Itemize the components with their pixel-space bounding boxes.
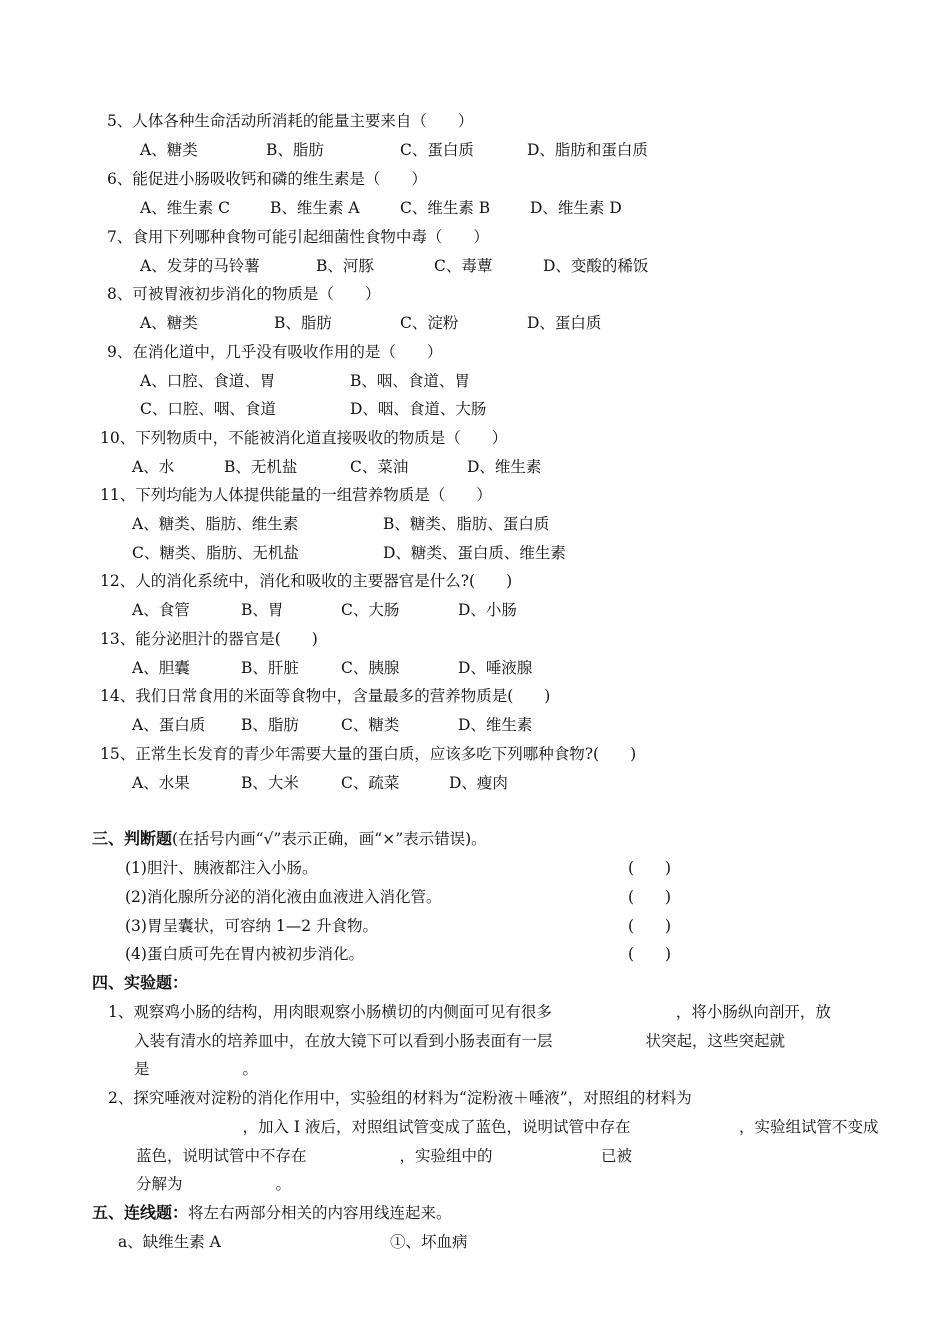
judgement-item: (1)胆汁、胰液都注入小肠。 <box>125 859 318 877</box>
option-d: D、咽、食道、大肠 <box>350 400 487 418</box>
option-d: D、糖类、蛋白质、维生素 <box>383 544 566 562</box>
question-stem: 13、能分泌胆汁的器官是( ) <box>100 630 318 648</box>
question-stem: 10、下列物质中，不能被消化道直接吸收的物质是（ ） <box>100 429 508 447</box>
answer-bracket: ( ) <box>628 917 672 935</box>
question-stem: 11、下列均能为人体提供能量的一组营养物质是（ ） <box>100 486 492 504</box>
option-b: B、糖类、脂肪、蛋白质 <box>383 515 550 533</box>
option-b: B、脂肪 <box>266 141 324 159</box>
experiment-section-heading: 四、实验题： <box>92 973 189 992</box>
judgement-item: (2)消化腺所分泌的消化液由血液进入消化管。 <box>125 888 442 906</box>
option-b: B、脂肪 <box>241 716 299 734</box>
option-a: A、口腔、食道、胃 <box>140 372 276 390</box>
option-a: A、蛋白质 <box>132 716 206 734</box>
experiment-text: 蓝色，说明试管中不存在 ，实验组中的 已被 <box>136 1147 633 1165</box>
option-c: C、大肠 <box>341 601 400 619</box>
question-stem: 6、能促进小肠吸收钙和磷的维生素是（ ） <box>107 170 427 188</box>
option-d: D、变酸的稀饭 <box>543 257 649 275</box>
option-b: B、脂肪 <box>274 314 332 332</box>
experiment-text: 入装有清水的培养皿中，在放大镜下可以看到小肠表面有一层 状突起，这些突起就 <box>134 1032 786 1050</box>
matching-left-item: a、缺维生素 A <box>118 1233 221 1251</box>
question-stem: 15、正常生长发育的青少年需要大量的蛋白质，应该多吃下列哪种食物?( ) <box>100 745 637 763</box>
option-c: C、胰腺 <box>341 659 400 677</box>
matching-section-title <box>92 1203 452 1223</box>
question-stem: 7、食用下列哪种食物可能引起细菌性食物中毒（ ） <box>107 228 489 246</box>
judgement-section-title <box>92 829 487 849</box>
answer-bracket: ( ) <box>628 859 672 877</box>
judgement-item: (3)胃呈囊状，可容纳 1—2 升食物。 <box>125 917 379 935</box>
experiment-text: 1、观察鸡小肠的结构，用肉眼观察小肠横切的内侧面可见有很多 ，将小肠纵向剖开，放 <box>108 1003 831 1021</box>
option-d: D、维生素 D <box>530 199 622 217</box>
matching-right-item: ①、坏血病 <box>390 1233 468 1251</box>
option-d: D、维生素 <box>458 716 533 734</box>
question-stem: 5、人体各种生命活动所消耗的能量主要来自（ ） <box>107 112 474 130</box>
experiment-text: 是 。 <box>134 1060 259 1078</box>
option-a: A、胆囊 <box>132 659 190 677</box>
option-c: C、糖类、脂肪、无机盐 <box>132 544 299 562</box>
option-a: A、维生素 C <box>140 199 230 217</box>
option-a: A、水果 <box>132 774 190 792</box>
option-d: D、蛋白质 <box>527 314 602 332</box>
option-c: C、毒蕈 <box>434 257 493 275</box>
option-a: A、糖类 <box>140 314 198 332</box>
question-stem: 14、我们日常食用的米面等食物中，含量最多的营养物质是( ) <box>100 687 551 705</box>
option-c: C、淀粉 <box>400 314 459 332</box>
answer-bracket: ( ) <box>628 945 672 963</box>
option-d: D、脂肪和蛋白质 <box>527 141 648 159</box>
section-heading: 三、判断题 <box>92 829 173 848</box>
question-stem: 12、人的消化系统中，消化和吸收的主要器官是什么?( ) <box>100 572 513 590</box>
option-d: D、唾液腺 <box>458 659 533 677</box>
section-instructions: 将左右两部分相关的内容用线连起来。 <box>188 1204 452 1222</box>
experiment-text: 2、探究唾液对淀粉的消化作用中，实验组的材料为“淀粉液＋唾液”，对照组的材料为 <box>108 1089 692 1107</box>
option-d: D、小肠 <box>458 601 517 619</box>
question-stem: 8、可被胃液初步消化的物质是（ ） <box>107 285 381 303</box>
option-d: D、维生素 <box>467 458 542 476</box>
section-instructions: (在括号内画“√”表示正确，画“×”表示错误)。 <box>172 830 487 848</box>
option-d: D、瘦肉 <box>449 774 508 792</box>
option-b: B、大米 <box>241 774 299 792</box>
option-b: B、胃 <box>241 601 284 619</box>
option-b: B、维生素 A <box>270 199 360 217</box>
question-stem: 9、在消化道中，几乎没有吸收作用的是（ ） <box>107 343 443 361</box>
option-a: A、食管 <box>132 601 190 619</box>
option-c: C、菜油 <box>350 458 409 476</box>
section-heading: 五、连线题： <box>92 1203 189 1222</box>
answer-bracket: ( ) <box>628 888 672 906</box>
option-b: B、河豚 <box>316 257 374 275</box>
option-c: C、口腔、咽、食道 <box>140 400 276 418</box>
option-a: A、发芽的马铃薯 <box>140 257 260 275</box>
experiment-text: ，加入 I 液后，对照组试管变成了蓝色，说明试管中存在 ，实验组试管不变成 <box>134 1118 879 1136</box>
option-c: C、疏菜 <box>341 774 400 792</box>
option-c: C、糖类 <box>341 716 400 734</box>
option-b: B、无机盐 <box>224 458 298 476</box>
option-a: A、糖类、脂肪、维生素 <box>132 515 299 533</box>
option-c: C、蛋白质 <box>400 141 474 159</box>
judgement-item: (4)蛋白质可先在胃内被初步消化。 <box>125 945 364 963</box>
option-a: A、水 <box>132 458 175 476</box>
option-b: B、咽、食道、胃 <box>350 372 470 390</box>
option-c: C、维生素 B <box>400 199 491 217</box>
option-a: A、糖类 <box>140 141 198 159</box>
option-b: B、肝脏 <box>241 659 299 677</box>
experiment-text: 分解为 。 <box>136 1175 292 1193</box>
